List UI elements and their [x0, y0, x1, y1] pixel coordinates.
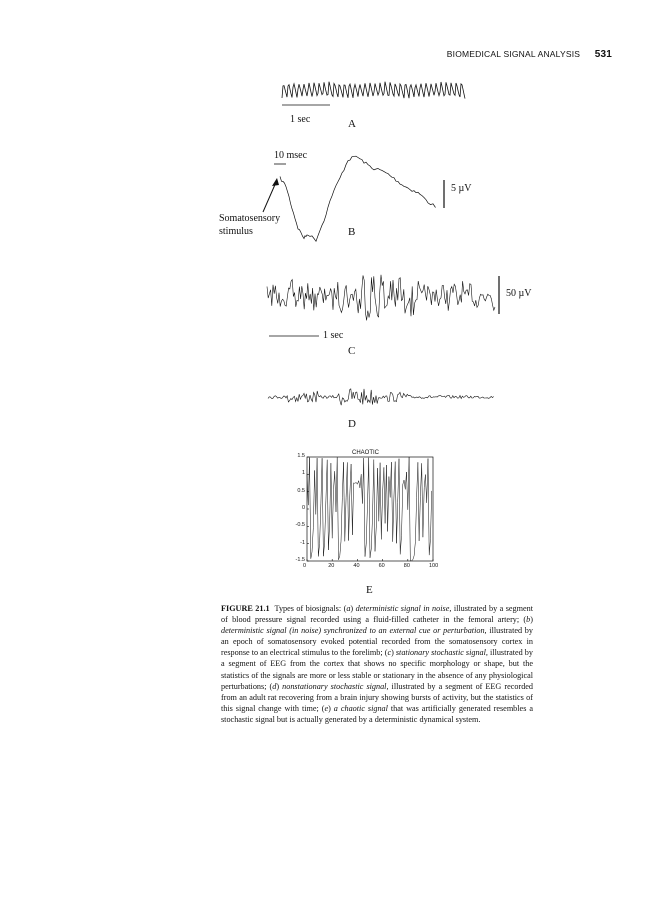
panel-a-letter: A [348, 118, 356, 130]
caption-intro: Types of biosignals: ( [274, 604, 347, 613]
panel-c-time-scale: 1 sec [323, 330, 344, 341]
caption-a-tag: a [346, 604, 351, 613]
running-title: BIOMEDICAL SIGNAL ANALYSIS [446, 49, 581, 59]
caption-e-tag: e [324, 703, 329, 713]
x-tick-label: 100 [429, 563, 439, 569]
caption-b-text: , illustrated by an epoch of somatosensory evoked potential recorded from the somatosensory cortex in response to an electrical stimulus to the forelimb; ( [221, 626, 533, 658]
y-tick-label: 0 [301, 505, 305, 511]
caption-b-tag: b [526, 615, 531, 625]
panel-c-volt-scale: 50 µV [506, 288, 532, 299]
panel-b-letter: B [348, 226, 356, 238]
caption-e-text: that was artificially generated resembles a stochastic signal but is actually generated by a deterministic dynamical system. [221, 703, 533, 724]
caption-a-text: , illustrated by a segment of blood pressure signal recorded using a fluid-filled catheter in the femoral artery; ( [221, 604, 533, 625]
caption-label: FIGURE 21.1 [221, 604, 270, 613]
caption-a-term: deterministic signal in noise [355, 604, 450, 613]
running-header [447, 49, 612, 60]
caption-b-term: deterministic signal (in noise) synchronized to an external cue or perturbation [221, 626, 485, 636]
y-tick-label: -1 [300, 539, 305, 546]
panel-d-trace [268, 382, 498, 412]
figure-caption: FIGURE 21.1 Types of biosignals: (a) deterministic signal in noise, illustrated by a segment of blood pressure signal recorded using a fluid-filled catheter in the femoral artery; (b) deterministic signal (in noise) synchronized to an external cue or perturbation, illustrated by an epoch of somatosensory evoked potential recorded from the somatosensory cortex in response to an electrical stimulus to the forelimb; (c) stationary stochastic signal, illustrated by a segment of EEG from the cortex that shows no specific morphology or shape, but the statistics of the signals are more or less stable or stationary in the absence of any physiological perturbations; (d) nonstationary stochastic signal, illustrated by a segment of EEG recorded from an adult rat recovering from a brain injury showing bursts of activity, but the statistics of this signal change with time; (e) a chaotic signal that was artificially generated resembles a stochastic signal but is actually generated by a deterministic dynamical system. [221, 604, 534, 724]
panel-b-signal [280, 156, 436, 241]
stimulus-label-2: stimulus [219, 226, 253, 237]
caption-c-term: stationary stochastic signal [395, 648, 486, 658]
panel-b-volt-scale: 5 µV [451, 183, 472, 194]
page-number: 531 [594, 49, 612, 60]
stimulus-label-1: Somatosensory [219, 213, 281, 224]
stimulus-arrowhead [272, 178, 279, 186]
x-tick-label: 0 [303, 563, 307, 569]
y-tick-label: -1.5 [295, 557, 305, 563]
x-tick-label: 80 [403, 563, 410, 569]
y-tick-label: 0.5 [297, 487, 305, 494]
panel-a-signal [282, 82, 465, 99]
panel-e-plot-title: CHAOTIC [352, 450, 379, 456]
caption-d-term: nonstationary stochastic signal [282, 681, 387, 691]
panel-b-time-scale: 10 msec [274, 150, 308, 161]
caption-d-text: , illustrated by a segment of EEG recorded from an adult rat recovering from a brain injury showing bursts of activity, but the statistics of this signal change with time; ( [221, 681, 534, 713]
caption-c-text: , illustrated by a segment of EEG from the cortex that shows no specific morphology or shape, but the statistics of the signals are more or less stable or stationary in the absence of any physiological perturbations; ( [221, 648, 533, 691]
panel-a-trace [282, 78, 467, 108]
caption-c-tag: c [387, 648, 392, 658]
panel-a-scale-label: 1 sec [290, 114, 311, 125]
caption-e-term: a chaotic signal [333, 703, 388, 713]
y-tick-label: 1 [301, 470, 305, 477]
panel-e-letter: E [366, 584, 373, 596]
panel-e-chart [307, 457, 435, 563]
panel-d-letter: D [348, 418, 356, 430]
y-tick-label: -0.5 [295, 522, 305, 529]
panel-d-signal [268, 389, 494, 405]
panel-b-trace [270, 150, 470, 245]
panel-c-letter: C [348, 345, 356, 357]
y-tick-label: 1.5 [297, 453, 305, 459]
panel-c-signal [267, 275, 495, 321]
x-tick-label: 40 [353, 563, 360, 569]
x-tick-label: 20 [328, 563, 335, 569]
caption-d-tag: d [272, 681, 277, 691]
chaotic-series-line [307, 457, 432, 561]
panel-c-trace [267, 262, 512, 342]
x-tick-label: 60 [378, 563, 385, 569]
